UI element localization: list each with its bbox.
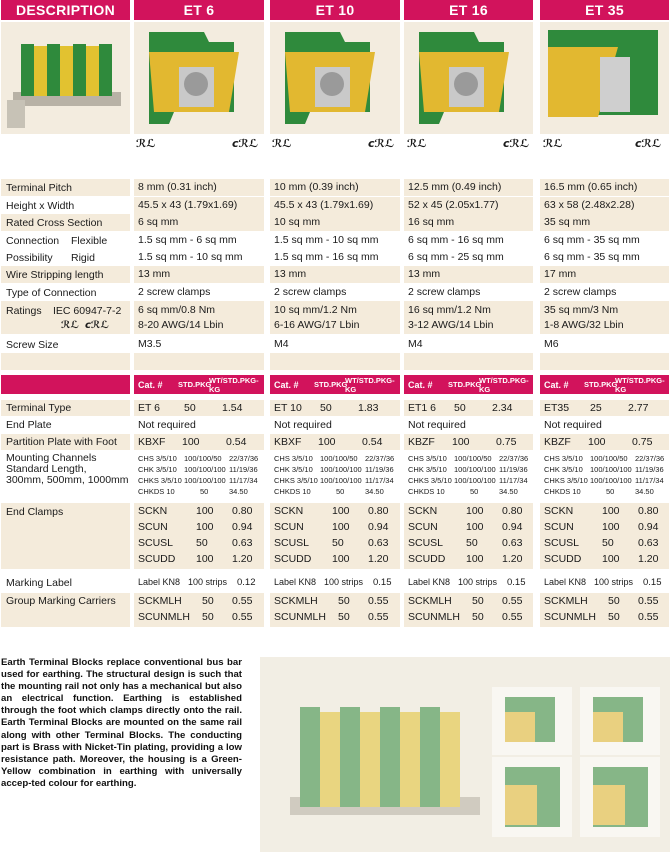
mounting-channel-row: CHS 3/5/10 100/100/50 22/37/36 CHK 3/5/10 100/100/100 11/19/36 CHKS 3/5/10 100/100/100 11/17/34 CHKDS 10 50 34.50: [274, 454, 395, 496]
marking-label-row: Label KN8 100 strips 0.12: [138, 577, 256, 588]
spec-value: 1.5 sq mm - 10 sq mm: [270, 232, 400, 249]
header-et6: ET 6: [134, 0, 264, 20]
group-marking-row: SCKMLH 50 0.55 SCUNMLH 50 0.55: [540, 593, 669, 627]
spec-value: 2 screw clamps: [134, 284, 264, 301]
spec-value: 16 sq mm: [404, 214, 533, 231]
description-paragraph: Earth Terminal Blocks replace conventional bus bar used for earthing. The structural design is such that the mounting rail not only has a mechanical but also an electrical function. Earthing is established through the foot which clamps directly onto the rail. Earth Terminal Blocks are mounted on the same rail along with other Terminal Blocks. The conducting part is Brass with Nicket-Tin plating, providing a low resistance path. Moreover, the housing is a Green-Yellow combination in earthing with universally accep-ted colour for earthing.: [1, 657, 242, 789]
spec-label-rated-cross-section: Rated Cross Section: [1, 214, 130, 231]
terminal-type-row: ET1 6 50 2.34: [404, 400, 533, 416]
ul-mark: ℛℒ: [136, 137, 156, 150]
end-plate-row: Not required: [274, 419, 332, 431]
assembly-photo: [1, 22, 130, 134]
spec-value: 6 sq mm: [134, 214, 264, 231]
spec-value: 8 mm (0.31 inch): [134, 179, 264, 196]
spec-value: 6 sq mm - 25 sq mm: [404, 249, 533, 266]
spec-value: 13 mm: [270, 266, 400, 283]
spec-value: 6 sq mm - 16 sq mm: [404, 232, 533, 249]
terminal-type-row: ET 6 50 1.54: [134, 400, 264, 416]
label-terminal-type: Terminal Type: [1, 400, 130, 416]
spec-value: 1.5 sq mm - 10 sq mm: [134, 249, 264, 266]
spec-label-possibility: Possibility Rigid: [1, 249, 130, 266]
spec-value: 2 screw clamps: [404, 284, 533, 301]
spec-value: 45.5 x 43 (1.79x1.69): [270, 197, 400, 214]
et35-photo: [540, 22, 669, 134]
spec-spacer: [134, 353, 264, 370]
group-marking-row: SCKMLH 50 0.55 SCUNMLH 50 0.55: [134, 593, 264, 627]
spec-value: 52 x 45 (2.05x1.77): [404, 197, 533, 214]
spec-label-height-width: Height x Width: [1, 197, 130, 214]
spec-label-wire-stripping: Wire Stripping length: [1, 266, 130, 283]
bottom-product-photo: [260, 657, 670, 852]
spec-value: 16.5 mm (0.65 inch): [540, 179, 669, 196]
spec-value: 6 sq mm - 35 sq mm: [540, 232, 669, 249]
mounting-channel-row: CHS 3/5/10 100/100/50 22/37/36 CHK 3/5/10 100/100/100 11/19/36 CHKS 3/5/10 100/100/100 11/17/34 CHKDS 10 50 34.50: [138, 454, 259, 496]
spec-value-ratings: 16 sq mm/1.2 Nm 3-12 AWG/14 Lbin: [404, 301, 533, 334]
et10-photo: [270, 22, 400, 134]
cat-header-et10: Cat. # STD.PKG WT/STD.PKG-KG: [270, 375, 400, 394]
cat-header-et6: Cat. # STD.PKG WT/STD.PKG-KG: [134, 375, 264, 394]
group-marking-row: SCKMLH 50 0.55 SCUNMLH 50 0.55: [404, 593, 533, 627]
ul-mark: ℛℒ: [407, 137, 427, 150]
mounting-channel-row: CHS 3/5/10 100/100/50 22/37/36 CHK 3/5/10 100/100/100 11/19/36 CHKS 3/5/10 100/100/100 11/17/34 CHKDS 10 50 34.50: [544, 454, 665, 496]
end-clamp-row: SCKN 100 0.80 SCUN 100 0.94 SCUSL 50 0.63 SCUDD 100 1.20: [270, 503, 400, 569]
spec-spacer: [270, 353, 400, 370]
label-partition-plate: Partition Plate with Foot: [1, 434, 130, 450]
spec-value: 13 mm: [134, 266, 264, 283]
spec-label-connection: Connection Flexible: [1, 232, 130, 249]
end-clamp-row: SCKN 100 0.80 SCUN 100 0.94 SCUSL 50 0.63 SCUDD 100 1.20: [540, 503, 669, 569]
cul-mark: cℛℒ: [368, 137, 395, 150]
spec-spacer: [540, 353, 669, 370]
terminal-type-row: ET 10 50 1.83: [270, 400, 400, 416]
end-plate-row: Not required: [408, 419, 466, 431]
spec-value: 35 sq mm: [540, 214, 669, 231]
spec-value: M4: [404, 336, 533, 353]
spec-value: 10 sq mm: [270, 214, 400, 231]
spec-label-type-connection: Type of Connection: [1, 284, 130, 301]
spec-spacer: [1, 353, 130, 370]
ul-mark: ℛℒ: [61, 320, 79, 331]
cul-mark: cℛℒ: [635, 137, 662, 150]
spec-value: M3.5: [134, 336, 264, 353]
cat-header-et16: Cat. # STD.PKG WT/STD.PKG-KG: [404, 375, 533, 394]
marking-label-row: Label KN8 100 strips 0.15: [274, 577, 392, 588]
cat-header-et35: Cat. # STD.PKG WT/STD.PKG-KG: [540, 375, 669, 394]
partition-row: KBZF 100 0.75: [540, 434, 669, 450]
spec-value: 2 screw clamps: [270, 284, 400, 301]
label-mounting-channels: Mounting Channels Standard Length, 300mm, 500mm, 1000mm: [1, 451, 130, 501]
spec-value: 45.5 x 43 (1.79x1.69): [134, 197, 264, 214]
end-clamp-row: SCKN 100 0.80 SCUN 100 0.94 SCUSL 50 0.63 SCUDD 100 1.20: [404, 503, 533, 569]
end-clamp-row: SCKN 100 0.80 SCUN 100 0.94 SCUSL 50 0.63 SCUDD 100 1.20: [134, 503, 264, 569]
partition-row: KBXF 100 0.54: [270, 434, 400, 450]
spec-value: 6 sq mm - 35 sq mm: [540, 249, 669, 266]
ul-mark: ℛℒ: [543, 137, 563, 150]
header-et10: ET 10: [270, 0, 400, 20]
label-end-clamps: End Clamps: [1, 503, 130, 569]
et16-photo: [404, 22, 533, 134]
cul-mark: cℛℒ: [232, 137, 259, 150]
header-et35: ET 35: [540, 0, 669, 20]
partition-row: KBXF 100 0.54: [134, 434, 264, 450]
partition-row: KBZF 100 0.75: [404, 434, 533, 450]
cul-mark: cℛℒ: [85, 320, 109, 331]
spec-value-ratings: 35 sq mm/3 Nm 1-8 AWG/32 Lbin: [540, 301, 669, 334]
spec-value: 13 mm: [404, 266, 533, 283]
spec-value: 1.5 sq mm - 6 sq mm: [134, 232, 264, 249]
spec-value: 63 x 58 (2.48x2.28): [540, 197, 669, 214]
label-group-marking: Group Marking Carriers: [1, 593, 130, 627]
spec-value-ratings: 10 sq mm/1.2 Nm 6-16 AWG/17 Lbin: [270, 301, 400, 334]
mounting-channel-row: CHS 3/5/10 100/100/50 22/37/36 CHK 3/5/10 100/100/100 11/19/36 CHKS 3/5/10 100/100/100 11/17/34 CHKDS 10 50 34.50: [408, 454, 529, 496]
spec-label-terminal-pitch: Terminal Pitch: [1, 179, 130, 196]
spec-value: 1.5 sq mm - 16 sq mm: [270, 249, 400, 266]
cul-mark: cℛℒ: [503, 137, 530, 150]
spec-label-ratings: Ratings IEC 60947-7-2 ℛℒ cℛℒ: [1, 301, 130, 334]
spec-value: M4: [270, 336, 400, 353]
spec-value: 2 screw clamps: [540, 284, 669, 301]
marking-label-row: Label KN8 100 strips 0.15: [408, 577, 526, 588]
label-marking-label: Marking Label: [1, 575, 130, 591]
ul-mark: ℛℒ: [272, 137, 292, 150]
marking-label-row: Label KN8 100 strips 0.15: [544, 577, 662, 588]
label-end-plate: End Plate: [1, 417, 130, 433]
spec-value-ratings: 6 sq mm/0.8 Nm 8-20 AWG/14 Lbin: [134, 301, 264, 334]
end-plate-row: Not required: [138, 419, 196, 431]
spec-spacer: [404, 353, 533, 370]
et6-photo: [134, 22, 264, 134]
end-plate-row: Not required: [544, 419, 602, 431]
header-et16: ET 16: [404, 0, 533, 20]
header-description: DESCRIPTION: [1, 0, 130, 20]
spec-value: 17 mm: [540, 266, 669, 283]
spec-value: 10 mm (0.39 inch): [270, 179, 400, 196]
spec-value: 12.5 mm (0.49 inch): [404, 179, 533, 196]
spec-label-screw-size: Screw Size: [1, 336, 130, 353]
spec-value: M6: [540, 336, 669, 353]
group-marking-row: SCKMLH 50 0.55 SCUNMLH 50 0.55: [270, 593, 400, 627]
terminal-type-row: ET35 25 2.77: [540, 400, 669, 416]
category-band: [1, 375, 130, 394]
